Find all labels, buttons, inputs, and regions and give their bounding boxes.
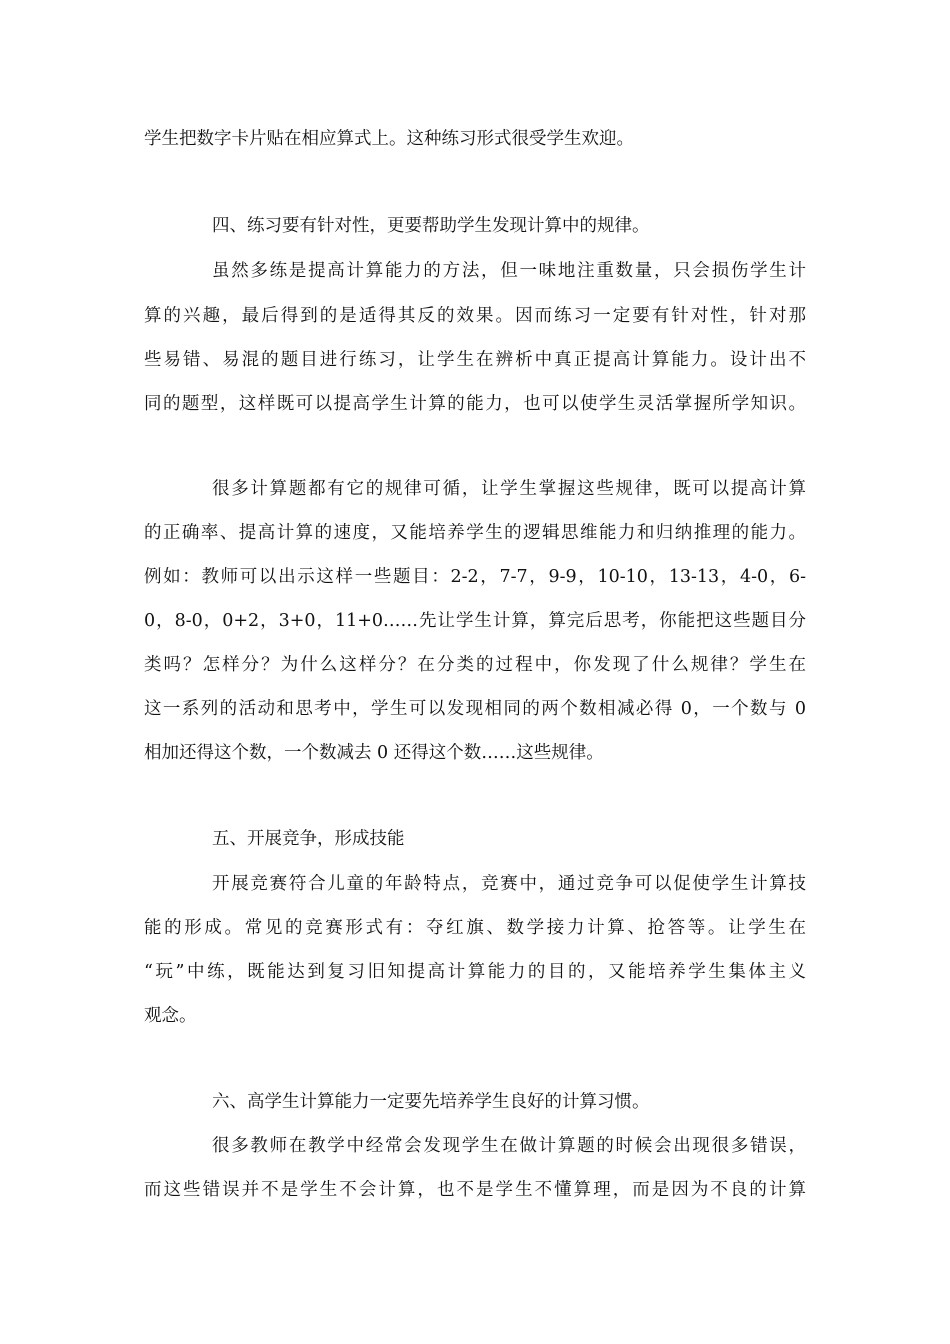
section-4-para1-line: 算的兴趣，最后得到的是适得其反的效果。因而练习一定要有针对性，针对那 [144, 306, 806, 326]
section-5-para-line: 观念。 [144, 1006, 197, 1026]
section-5-para-line: 开展竞赛符合儿童的年龄特点，竞赛中，通过竞争可以促使学生计算技 [212, 874, 806, 894]
section-4-para2-line: 类吗？怎样分？为什么这样分？在分类的过程中，你发现了什么规律？学生在 [144, 655, 806, 675]
section-4-heading: 四、练习要有针对性，更要帮助学生发现计算中的规律。 [212, 216, 650, 236]
section-4-para2-line: 例如：教师可以出示这样一些题目：2-2，7-7，9-9，10-10，13-13，4-0，6- [144, 567, 806, 587]
section-6-para-line: 而这些错误并不是学生不会计算，也不是学生不懂算理，而是因为不良的计算 [144, 1180, 806, 1200]
section-4-para1-line: 些易错、易混的题目进行练习，让学生在辨析中真正提高计算能力。设计出不 [144, 350, 806, 370]
section-4-para1-line: 同的题型，这样既可以提高学生计算的能力，也可以使学生灵活掌握所学知识。 [144, 394, 806, 414]
section-4-para2-line: 很多计算题都有它的规律可循，让学生掌握这些规律，既可以提高计算 [212, 479, 806, 499]
section-6-para-line: 很多教师在教学中经常会发现学生在做计算题的时候会出现很多错误， [212, 1136, 806, 1156]
section-4-para2-line: 这一系列的活动和思考中，学生可以发现相同的两个数相减必得 0，一个数与 0 [144, 699, 806, 719]
section-5-para-line: 能的形成。常见的竞赛形式有：夺红旗、数学接力计算、抢答等。让学生在 [144, 918, 806, 938]
section-4-para2-line: 0，8-0，0+2，3+0，11+0……先让学生计算，算完后思考，你能把这些题目分 [144, 611, 806, 631]
section-4-para2-line: 相加还得这个数，一个数减去 0 还得这个数……这些规律。 [144, 743, 604, 763]
section-4-para1-line: 虽然多练是提高计算能力的方法，但一味地注重数量，只会损伤学生计 [212, 261, 806, 281]
section-4-para2-line: 的正确率、提高计算的速度，又能培养学生的逻辑思维能力和归纳推理的能力。 [144, 523, 806, 543]
section-5-heading: 五、开展竞争，形成技能 [212, 829, 405, 849]
intro-tail-line: 学生把数字卡片贴在相应算式上。这种练习形式很受学生欢迎。 [144, 129, 634, 149]
section-5-para-line: “玩”中练，既能达到复习旧知提高计算能力的目的，又能培养学生集体主义 [144, 962, 806, 982]
section-6-heading: 六、高学生计算能力一定要先培养学生良好的计算习惯。 [212, 1092, 650, 1112]
